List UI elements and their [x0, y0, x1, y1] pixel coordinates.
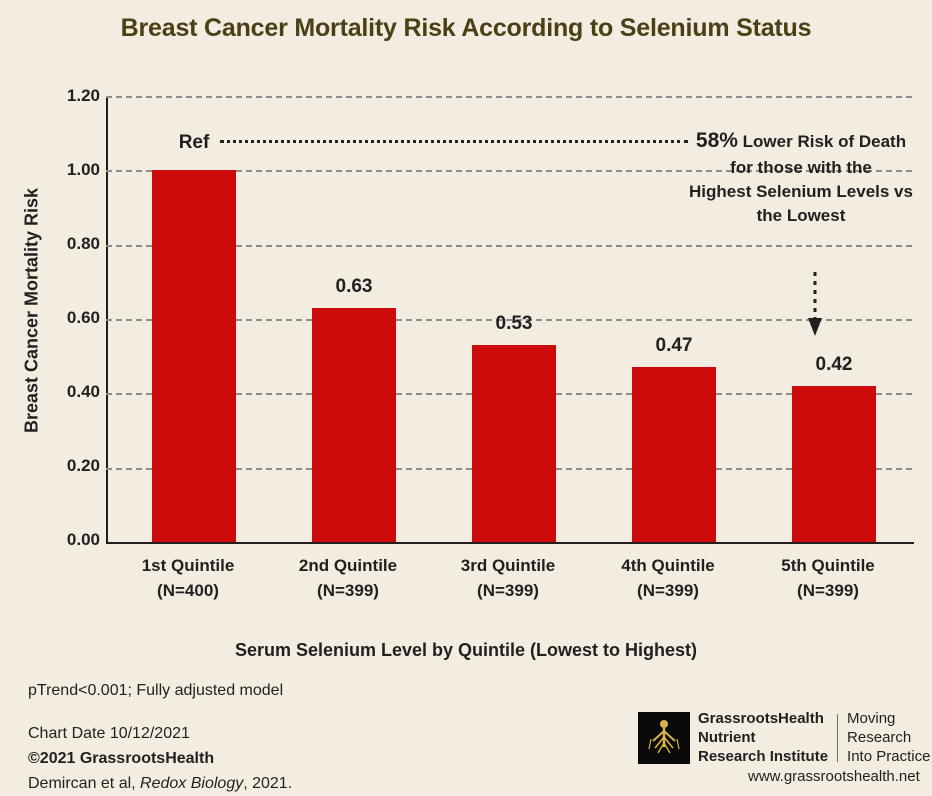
bar-3rd-quintile[interactable] — [472, 345, 556, 542]
x-tick-sublabel: (N=399) — [797, 580, 859, 600]
citation-author: Demircan et al, — [28, 774, 141, 792]
x-tick-3rd-quintile — [432, 554, 584, 603]
logo-name — [698, 710, 828, 766]
website-url[interactable]: www.grassrootshealth.net — [748, 768, 920, 785]
bar-4th-quintile[interactable] — [632, 367, 716, 542]
x-tick-4th-quintile — [592, 554, 744, 603]
logo-divider — [837, 714, 838, 762]
bar-value-5th-quintile: 0.42 — [815, 354, 853, 375]
footnote-text: pTrend<0.001; Fully adjusted model — [28, 682, 284, 699]
annotation-line-2: for those with the — [730, 157, 872, 177]
y-axis-label: Breast Cancer Mortality Risk — [21, 187, 42, 434]
x-tick-sublabel: (N=399) — [317, 580, 379, 600]
bar-1st-quintile[interactable] — [152, 170, 236, 542]
x-tick-sublabel: (N=399) — [477, 580, 539, 600]
gridline — [106, 96, 912, 98]
x-tick-label: 1st Quintile — [141, 556, 235, 575]
reference-line — [220, 140, 688, 143]
logo-tagline-line-1: Moving — [847, 710, 896, 727]
y-tick-label: 0.60 — [66, 308, 100, 327]
x-axis-line — [106, 542, 914, 544]
citation-journal: Redox Biology — [140, 774, 244, 792]
bar-value-4th-quintile: 0.47 — [655, 335, 693, 356]
annotation-line-1-rest: Lower Risk of Death — [737, 132, 907, 151]
x-tick-label: 3rd Quintile — [460, 556, 556, 575]
y-tick-label: 0.00 — [66, 530, 100, 549]
annotation-line-1 — [676, 126, 926, 156]
y-tick-label: 0.20 — [66, 456, 100, 475]
grassrootshealth-logo — [638, 710, 930, 766]
x-tick-label: 2nd Quintile — [298, 556, 398, 575]
citation-year: , 2021. — [243, 774, 293, 792]
chart-title: Breast Cancer Mortality Risk According to Selenium Status — [120, 14, 812, 42]
y-tick-label: 0.40 — [66, 382, 100, 401]
down-arrow-icon — [800, 272, 830, 340]
y-tick-label: 1.20 — [66, 86, 100, 105]
x-tick-sublabel: (N=400) — [157, 580, 219, 600]
logo-tagline — [847, 710, 930, 766]
x-tick-label: 5th Quintile — [781, 556, 875, 575]
copyright-text: ©2021 GrassrootsHealth — [28, 749, 215, 767]
x-tick-label: 4th Quintile — [621, 556, 715, 575]
bar-value-1st-quintile: Ref — [178, 132, 210, 153]
logo-name-line-2: Nutrient — [698, 728, 756, 746]
bar-5th-quintile[interactable] — [792, 386, 876, 542]
y-tick-label: 1.00 — [66, 160, 100, 179]
annotation-callout — [676, 126, 926, 228]
x-tick-5th-quintile — [752, 554, 904, 603]
logo-name-line-1: GrassrootsHealth — [698, 710, 824, 727]
annotation-emphasis: 58% — [695, 129, 738, 152]
logo-mark-icon — [638, 712, 690, 764]
credits-block — [28, 722, 292, 796]
logo-name-line-3: Research Institute — [698, 747, 829, 765]
x-tick-1st-quintile — [112, 554, 264, 603]
bar-2nd-quintile[interactable] — [312, 308, 396, 542]
y-tick-label: 0.80 — [66, 234, 100, 253]
bar-value-3rd-quintile: 0.53 — [495, 313, 533, 334]
logo-tagline-line-2: Research — [847, 728, 912, 746]
x-tick-2nd-quintile — [272, 554, 424, 603]
x-axis-label: Serum Selenium Level by Quintile (Lowest to Highest) — [234, 640, 698, 660]
annotation-line-4: the Lowest — [756, 206, 846, 226]
bar-value-2nd-quintile: 0.63 — [335, 276, 373, 297]
roots-figure-icon — [645, 717, 683, 759]
logo-tagline-line-3: Into Practice — [847, 747, 931, 765]
chart-date: Chart Date 10/12/2021 — [28, 725, 190, 742]
citation-text — [28, 772, 292, 796]
x-tick-sublabel: (N=399) — [637, 580, 699, 600]
annotation-line-3: Highest Selenium Levels vs — [689, 181, 913, 201]
